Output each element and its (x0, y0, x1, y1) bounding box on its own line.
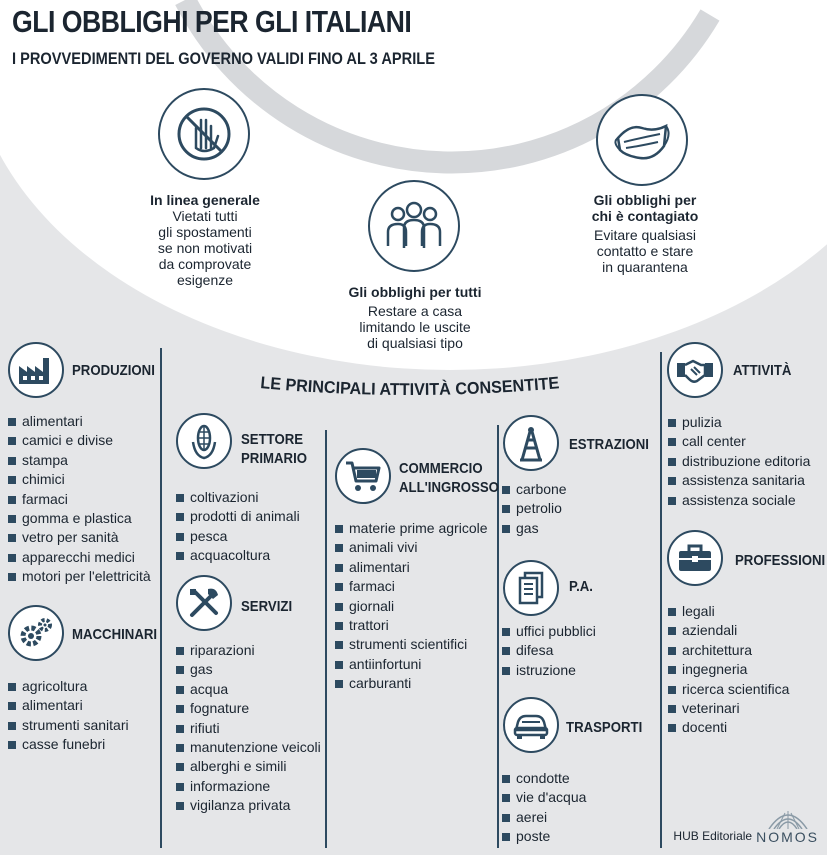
list-item: casse funebri (8, 735, 129, 754)
list-item: aziendali (668, 621, 789, 640)
list-item: stampa (8, 451, 151, 470)
page-title: GLI OBBLIGHI PER GLI ITALIANI (12, 4, 412, 39)
list-item: acqua (176, 680, 321, 699)
generale-block (130, 192, 280, 288)
tutti-line: Restare a casa (367, 303, 463, 319)
cat-pa-label: P.A. (569, 578, 593, 595)
list-item: uffici pubblici (502, 622, 596, 641)
list-item: istruzione (502, 661, 596, 680)
contagiato-heading: Gli obblighi per (593, 192, 697, 208)
list-item: call center (668, 432, 810, 451)
list-item: alberghi e simili (176, 757, 321, 776)
servizi-list (176, 641, 321, 816)
no-hand-icon (158, 88, 250, 180)
cat-trasporti-label: TRASPORTI (566, 719, 643, 736)
footer (673, 807, 819, 845)
list-item: strumenti sanitari (8, 716, 129, 735)
list-item: prodotti di animali (176, 507, 300, 526)
list-item: carbone (502, 480, 567, 499)
list-item: antiinfortuni (335, 655, 488, 674)
section-title-text: LE PRINCIPALI ATTIVITÀ CONSENTITE (259, 373, 561, 400)
list-item: farmaci (335, 577, 488, 596)
list-item: farmaci (8, 490, 151, 509)
list-item: architettura (668, 641, 789, 660)
list-item: gas (502, 519, 567, 538)
macchinari-list (8, 677, 129, 755)
cat-servizi-label: SERVIZI (241, 598, 293, 615)
contagiato-heading: chi è contagiato (591, 208, 699, 224)
handshake-icon (667, 342, 723, 398)
list-item: legali (668, 602, 789, 621)
documents-icon (503, 560, 559, 616)
list-item: apparecchi medici (8, 548, 151, 567)
list-item: pesca (176, 527, 300, 546)
list-item: pulizia (668, 413, 810, 432)
car-icon (503, 697, 559, 753)
list-item: assistenza sociale (668, 491, 810, 510)
cart-icon (335, 448, 391, 504)
briefcase-icon (667, 530, 723, 586)
list-item: materie prime agricole (335, 519, 488, 538)
list-item: docenti (668, 718, 789, 737)
divider-2 (325, 430, 327, 848)
nomos-logo (756, 807, 819, 845)
generale-line: gli spostamenti (158, 224, 252, 240)
mask-icon (596, 94, 688, 186)
list-item: alimentari (8, 696, 129, 715)
generale-line: esigenze (176, 272, 234, 288)
cat-settore-label-line: SETTORE (241, 431, 304, 448)
list-item: vetro per sanità (8, 528, 151, 547)
factory-icon (8, 342, 64, 398)
list-item: acquacoltura (176, 546, 300, 565)
cat-commercio-label (399, 459, 499, 497)
tutti-block (335, 284, 495, 351)
list-item: manutenzione veicoli (176, 738, 321, 757)
cat-estrazioni-label: ESTRAZIONI (569, 436, 649, 453)
list-item: difesa (502, 641, 596, 660)
settore-list (176, 488, 300, 566)
pa-list (502, 622, 596, 680)
cat-commercio-label-line: COMMERCIO (399, 460, 483, 477)
svg-text:LE PRINCIPALI ATTIVITÀ CONSENT (260, 373, 560, 399)
list-item: fognature (176, 699, 321, 718)
list-item: ingegneria (668, 660, 789, 679)
tutti-heading: Gli obblighi per tutti (348, 284, 482, 300)
cat-settore-label (241, 430, 307, 468)
generale-line: da comprovate (158, 256, 252, 272)
list-item: petrolio (502, 499, 567, 518)
list-item: rifiuti (176, 719, 321, 738)
people-icon (368, 180, 460, 272)
list-item: riparazioni (176, 641, 321, 660)
list-item: alimentari (8, 412, 151, 431)
list-item: vie d'acqua (502, 788, 586, 807)
contagiato-line: in quarantena (602, 259, 688, 275)
list-item: strumenti scientifici (335, 635, 488, 654)
footer-brand: NOMOS (756, 829, 819, 845)
list-item: trattori (335, 616, 488, 635)
list-item: agricoltura (8, 677, 129, 696)
list-item: assistenza sanitaria (668, 471, 810, 490)
footer-publisher: HUB Editoriale (673, 829, 753, 843)
produzioni-list (8, 412, 151, 587)
commercio-list (335, 519, 488, 694)
generale-heading: In linea generale (150, 192, 260, 208)
list-item: poste (502, 827, 586, 846)
list-item: gas (176, 660, 321, 679)
list-item: motori per l'elettricità (8, 567, 151, 586)
tutti-line: di qualsiasi tipo (367, 335, 463, 351)
divider-4 (660, 352, 662, 848)
cat-attivita-label: ATTIVITÀ (733, 362, 792, 379)
cat-settore-label-line: PRIMARIO (241, 450, 307, 467)
generale-line: Vietati tutti (172, 208, 238, 224)
corn-icon (176, 413, 232, 469)
page-subtitle: I PROVVEDIMENTI DEL GOVERNO VALIDI FINO AL 3 APRILE (12, 49, 435, 68)
list-item: coltivazioni (176, 488, 300, 507)
cat-professioni-label: PROFESSIONI (735, 552, 826, 569)
list-item: veterinari (668, 699, 789, 718)
list-item: vigilanza privata (176, 796, 321, 815)
list-item: chimici (8, 470, 151, 489)
list-item: ricerca scientifica (668, 680, 789, 699)
contagiato-line: contatto e stare (596, 243, 694, 259)
section-title (250, 358, 570, 418)
gears-icon (8, 605, 64, 661)
list-item: aerei (502, 808, 586, 827)
estrazioni-list (502, 480, 567, 538)
cat-produzioni-label: PRODUZIONI (72, 362, 155, 379)
cat-commercio-label-line: ALL'INGROSSO (399, 479, 499, 496)
nomos-logo-mark-icon (765, 807, 811, 829)
list-item: condotte (502, 769, 586, 788)
contagiato-block (570, 192, 720, 275)
tutti-line: limitando le uscite (359, 319, 471, 335)
list-item: distribuzione editoria (668, 452, 810, 471)
list-item: gomma e plastica (8, 509, 151, 528)
professioni-list (668, 602, 789, 738)
list-item: giornali (335, 597, 488, 616)
contagiato-line: Evitare qualsiasi (594, 227, 696, 243)
divider-1 (160, 348, 162, 848)
list-item: alimentari (335, 558, 488, 577)
attivita-list (668, 413, 810, 510)
oil-derrick-icon (503, 415, 559, 471)
list-item: camici e divise (8, 431, 151, 450)
list-item: informazione (176, 777, 321, 796)
tools-icon (176, 575, 232, 631)
cat-macchinari-label: MACCHINARI (72, 626, 158, 643)
trasporti-list (502, 769, 586, 847)
list-item: carburanti (335, 674, 488, 693)
list-item: animali vivi (335, 538, 488, 557)
generale-line: se non motivati (157, 240, 253, 256)
